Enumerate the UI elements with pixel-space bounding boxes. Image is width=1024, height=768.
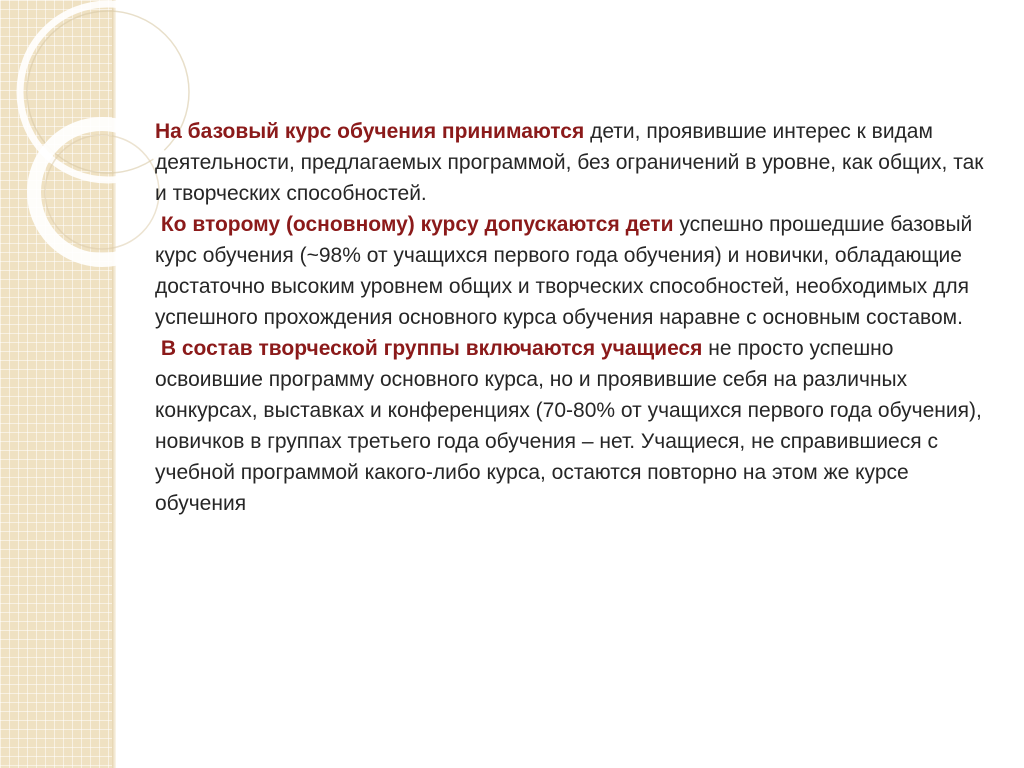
paragraph-main-course: [155, 209, 1000, 333]
highlight-creative-group: В состав творческой группы включаются учащиеся: [160, 337, 703, 360]
highlight-main-course: Ко второму (основному) курсу допускаются дети: [160, 213, 674, 236]
text-creative-group: не просто успешно освоившие программу основного курса, но и проявившие себя на различных конкурсах, выставках и конференциях (70-80% от учащихся первого года обучения), новичков в группах третьего года обучения – нет. Учащиеся, не справившиеся с учебной программой какого-либо курса, остаются повторно на этом же курсе обучения: [155, 337, 982, 515]
ring-medium-inner: [45, 135, 159, 249]
highlight-basic-course: На базовый курс обучения принимаются: [155, 120, 585, 143]
body-text: [155, 116, 1000, 519]
paragraph-creative-group: [155, 333, 1000, 519]
paragraph-basic-course: [155, 116, 1000, 209]
text-basic-course: дети, проявившие интерес к видам деятельности, предлагаемых программой, без ограничений в уровне, как общих, так и творческих способностей.: [155, 120, 984, 205]
ring-medium: [34, 124, 170, 260]
text-main-course: успешно прошедшие базовый курс обучения (~98% от учащихся первого года обучения) и новички, обладающие достаточно высоким уровнем общих и творческих способностей, необходимых для успешного прохождения основного курса обучения наравне с основным составом.: [155, 213, 973, 329]
